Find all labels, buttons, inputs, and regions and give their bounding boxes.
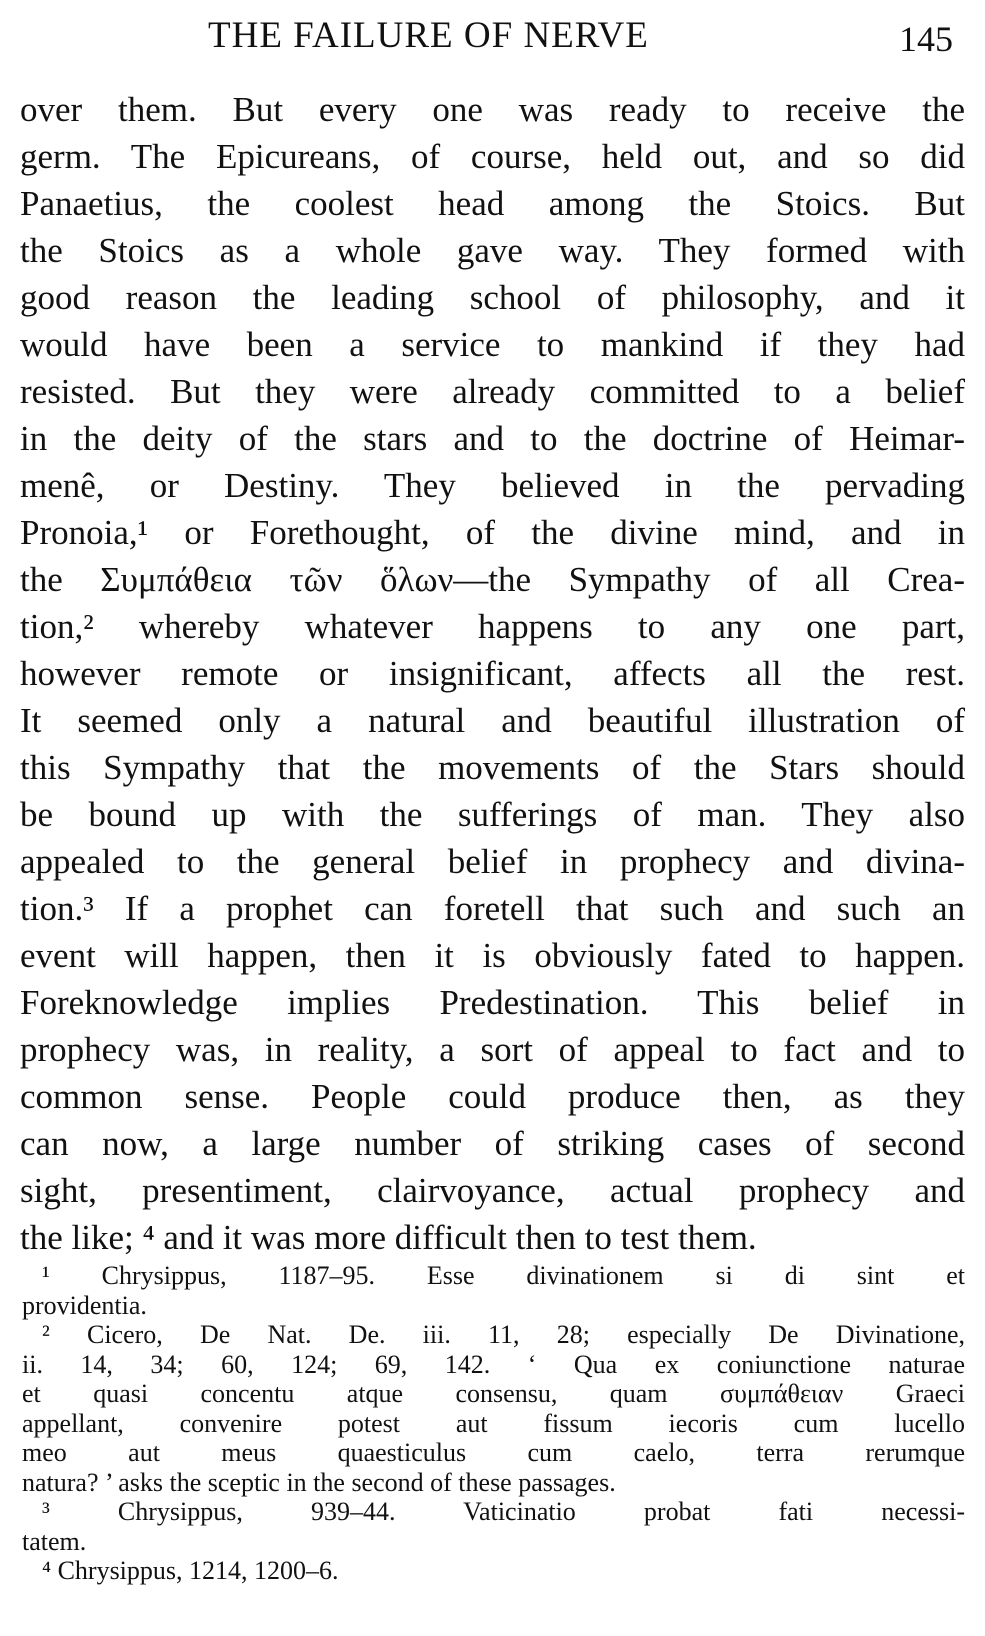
body-line: the like; ⁴ and it was more difficult then to test them. <box>20 1218 757 1257</box>
body-line: resisted. But they were already committed to a belief <box>20 372 965 411</box>
footnote-line: appellant, convenire potest aut fissum iecoris cum lucello <box>22 1408 965 1438</box>
body-line: germ. The Epicureans, of course, held out, and so did <box>20 137 965 176</box>
body-line: would have been a service to mankind if they had <box>20 325 965 364</box>
body-line: sight, presentiment, clairvoyance, actual prophecy and <box>20 1171 965 1210</box>
footnote-line: tatem. <box>22 1526 87 1556</box>
body-line: event will happen, then it is obviously fated to happen. <box>20 936 965 975</box>
body-line: menê, or Destiny. They believed in the pervading <box>20 466 965 505</box>
body-line: over them. But every one was ready to receive the <box>20 90 965 129</box>
footnote-line: providentia. <box>22 1290 147 1320</box>
body-line: can now, a large number of striking cases of second <box>20 1124 965 1163</box>
footnote-line: ² Cicero, De Nat. De. iii. 11, 28; especially De Divinatione, <box>42 1320 965 1349</box>
running-title: THE FAILURE OF NERVE <box>208 15 649 56</box>
footnotes <box>22 1261 965 1586</box>
body-text <box>20 86 965 1261</box>
footnote-line: meo aut meus quaesticulus cum caelo, terra rerumque <box>22 1438 965 1467</box>
body-line: good reason the leading school of philosophy, and it <box>20 278 965 317</box>
body-line: the Συμπάθεια τῶν ὅλων—the Sympathy of all Crea- <box>20 560 965 599</box>
body-line: common sense. People could produce then, as they <box>20 1077 965 1116</box>
footnote-line: natura? ’ asks the sceptic in the second of these passages. <box>22 1467 616 1497</box>
body-line: this Sympathy that the movements of the Stars should <box>20 748 965 787</box>
body-line: in the deity of the stars and to the doctrine of Heimar- <box>20 419 965 458</box>
body-line: be bound up with the sufferings of man. They also <box>20 795 965 834</box>
body-line: Foreknowledge implies Predestination. This belief in <box>20 983 965 1022</box>
body-line: however remote or insignificant, affects all the rest. <box>20 654 965 693</box>
body-line: prophecy was, in reality, a sort of appeal to fact and to <box>20 1030 965 1069</box>
running-head <box>0 14 985 66</box>
body-line: tion.³ If a prophet can foretell that such and such an <box>20 889 965 928</box>
footnote-line: ⁴ Chrysippus, 1214, 1200–6. <box>42 1556 339 1585</box>
footnote-line: ii. 14, 34; 60, 124; 69, 142. ‘ Qua ex coniunctione naturae <box>22 1349 965 1379</box>
body-line: Panaetius, the coolest head among the Stoics. But <box>20 184 965 223</box>
body-line: It seemed only a natural and beautiful illustration of <box>20 701 965 740</box>
page-number: 145 <box>899 19 953 59</box>
footnote-line: ¹ Chrysippus, 1187–95. Esse divinationem si di sint et <box>42 1261 965 1290</box>
body-line: tion,² whereby whatever happens to any one part, <box>20 607 965 646</box>
body-line: the Stoics as a whole gave way. They formed with <box>20 231 965 270</box>
body-line: Pronoia,¹ or Forethought, of the divine mind, and in <box>20 513 965 552</box>
footnote-line: ³ Chrysippus, 939–44. Vaticinatio probat fati necessi- <box>42 1497 965 1526</box>
body-line: appealed to the general belief in prophecy and divina- <box>20 842 965 881</box>
footnote-line: et quasi concentu atque consensu, quam συμπάθειαν Graeci <box>22 1379 965 1408</box>
